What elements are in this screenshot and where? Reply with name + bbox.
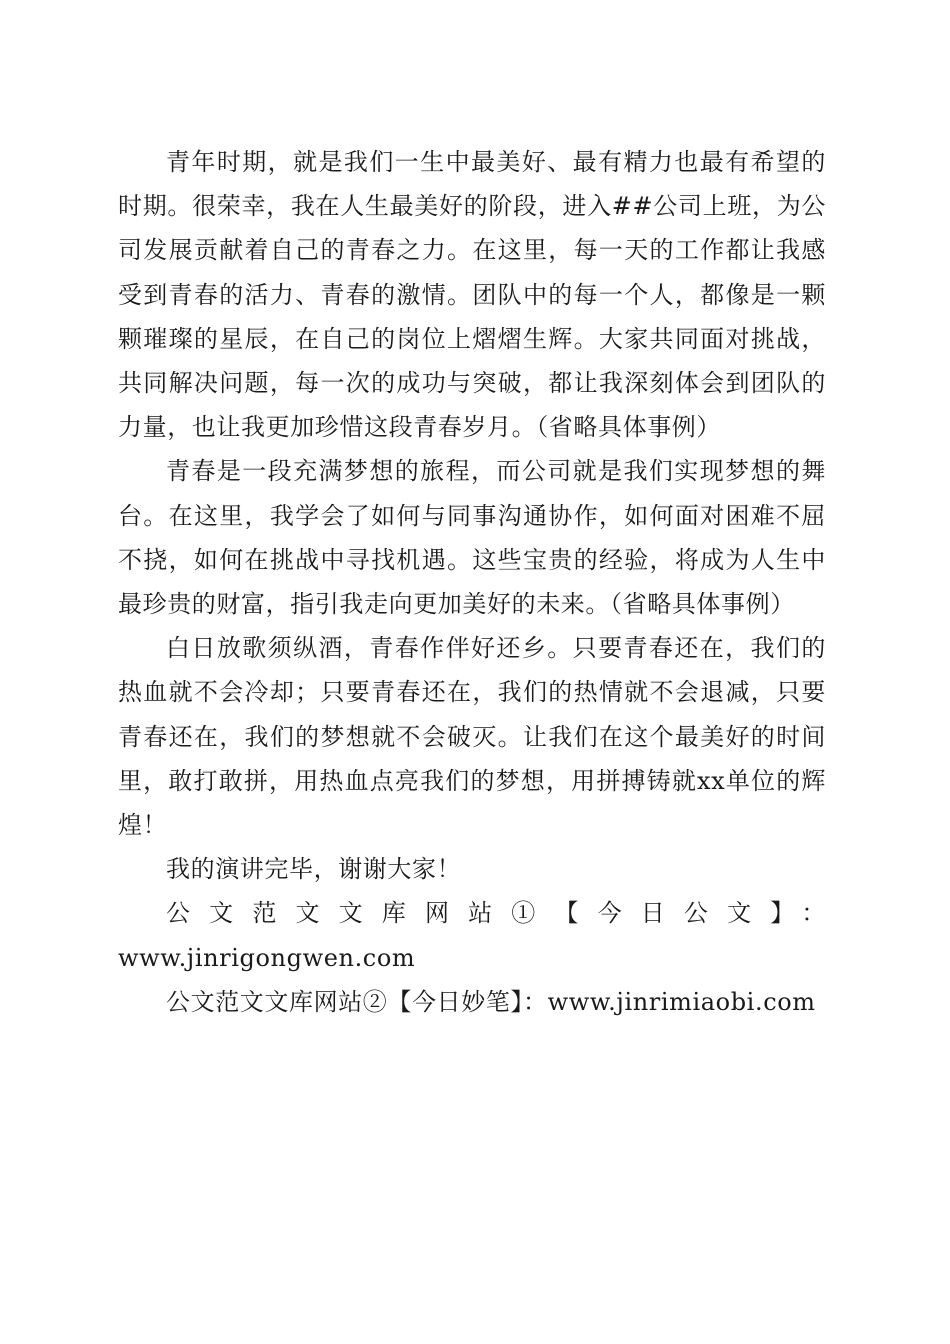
paragraph-dream-journey: 青春是一段充满梦想的旅程，而公司就是我们实现梦想的舞台。在这里，我学会了如何与同事沟通协作，如何面对困难不屈不挠，如何在挑战中寻找机遇。这些宝贵的经验，将成为人生中最珍贵的财富，指引我走向更加美好的未来。（省略具体事例） [118,457,826,619]
website-link-1-url[interactable]: www.jinrigongwen.com [118,943,416,972]
paragraph-closing-poem: 白日放歌须纵酒，青春作伴好还乡。只要青春还在，我们的热血就不会冷却；只要青春还在，我们的热情就不会退减，只要青春还在，我们的梦想就不会破灭。让我们在这个最美好的时间里，敢打敢拼，用热血点亮我们的梦想，用拼搏铸就xx单位的辉煌！ [118,634,826,840]
paragraph-youth-period: 青年时期，就是我们一生中最美好、最有精力也最有希望的时期。很荣幸，我在人生最美好的阶段，进入##公司上班，为公司发展贡献着自己的青春之力。在这里，每一天的工作都让我感受到青春的活力、青春的激情。团队中的每一个人，都像是一颗颗璀璨的星辰，在自己的岗位上熠熠生辉。大家共同面对挑战，共同解决问题，每一次的成功与突破，都让我深刻体会到团队的力量，也让我更加珍惜这段青春岁月。（省略具体事例） [118,148,826,442]
paragraph-thanks: 我的演讲完毕，谢谢大家！ [166,855,462,884]
website-link-1[interactable] [118,891,826,979]
website-link-2[interactable]: 公文范文文库网站②【今日妙笔】：www.jinrimiaobi.com [166,987,816,1016]
document-page [118,140,826,1024]
website-link-1-label: 公文范文文库网站①【今日公文】： [166,899,826,928]
